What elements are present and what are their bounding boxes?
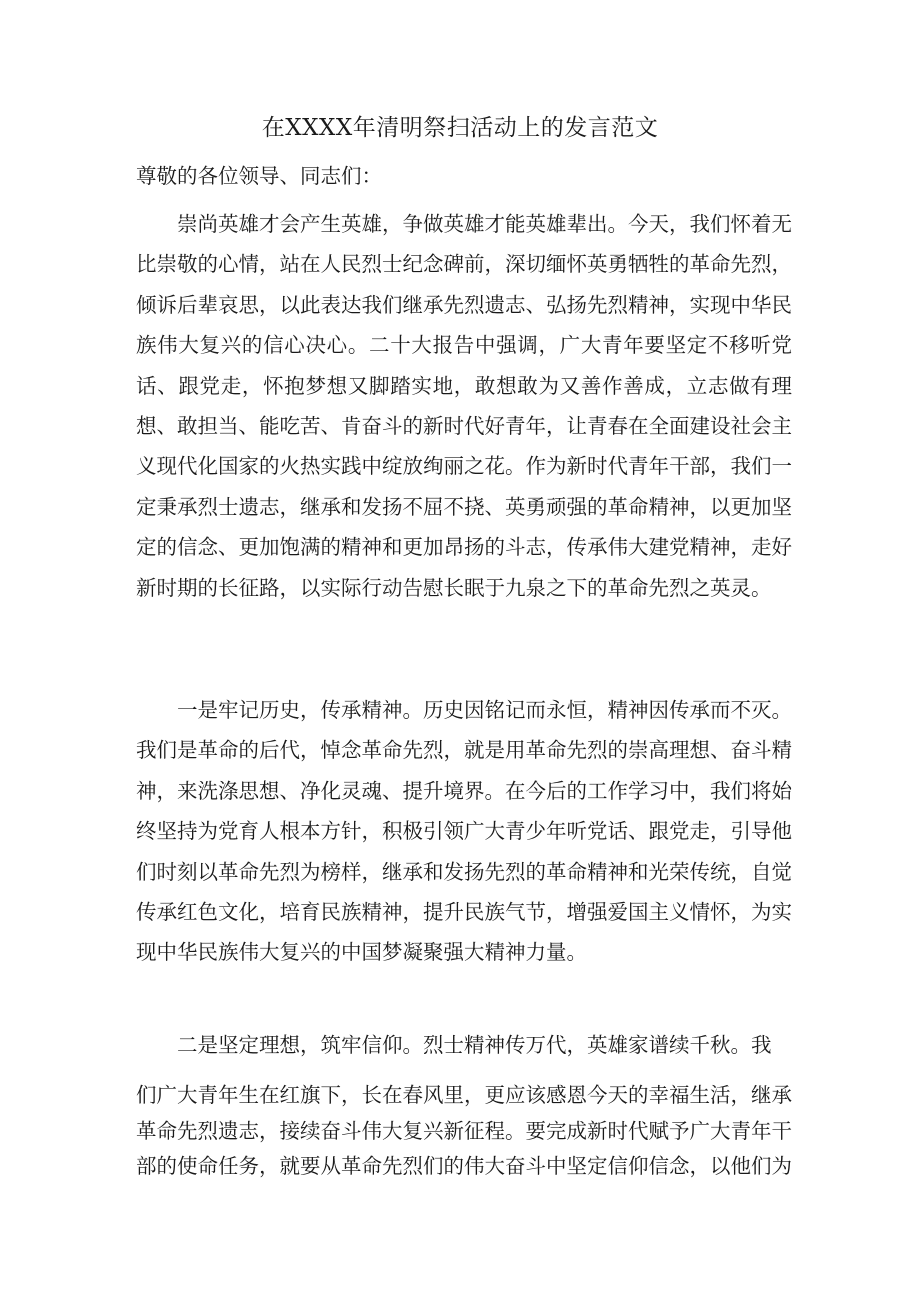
- paragraph-intro: 崇尚英雄才会产生英雄，争做英雄才能英雄辈出。今天，我们怀着无比崇敬的心情，站在人民烈士纪念碑前，深切缅怀英勇牺牲的革命先烈，倾诉后辈哀思，以此表达我们继承先烈遗志、弘扬先烈精神，实现中华民族伟大复兴的信心决心。二十大报告中强调，广大青年要坚定不移听党话、跟党走，怀抱梦想又脚踏实地，敢想敢为又善作善成，立志做有理想、敢担当、能吃苦、肯奋斗的新时代好青年，让青春在全面建设社会主义现代化国家的火热实践中绽放绚丽之花。作为新时代青年干部，我们一定秉承烈士遗志，继承和发扬不屈不挠、英勇顽强的革命精神，以更加坚定的信念、更加饱满的精神和更加昂扬的斗志，传承伟大建党精神，走好新时期的长征路，以实际行动告慰长眠于九泉之下的革命先烈之英灵。: [136, 212, 792, 600]
- paragraph-point-two-continued: 们广大青年生在红旗下，长在春风里，更应该感恩今天的幸福生活，继承革命先烈遗志，接续奋斗伟大复兴新征程。要完成新时代赋予广大青年干部的使命任务，就要从革命先烈们的伟大奋斗中坚定信仰信念，以他们为: [136, 1083, 792, 1178]
- salutation: 尊敬的各位领导、同志们：: [136, 164, 382, 188]
- document-title: 在XXXX年清明祭扫活动上的发言范文: [261, 115, 659, 141]
- paragraph-point-one: 一是牢记历史，传承精神。历史因铭记而永恒，精神因传承而不灭。我们是革命的后代，悼念革命先烈，就是用革命先烈的崇高理想、奋斗精神，来洗涤思想、净化灵魂、提升境界。在今后的工作学习中，我们将始终坚持为党育人根本方针，积极引领广大青少年听党话、跟党走，引导他们时刻以革命先烈为榜样，继承和发扬先烈的革命精神和光荣传统，自觉传承红色文化，培育民族精神，提升民族气节，增强爱国主义情怀，为实现中华民族伟大复兴的中国梦凝聚强大精神力量。: [136, 698, 792, 965]
- paragraph-point-two-start: 二是坚定理想，筑牢信仰。烈士精神传万代，英雄家谱续千秋。我: [177, 1033, 772, 1057]
